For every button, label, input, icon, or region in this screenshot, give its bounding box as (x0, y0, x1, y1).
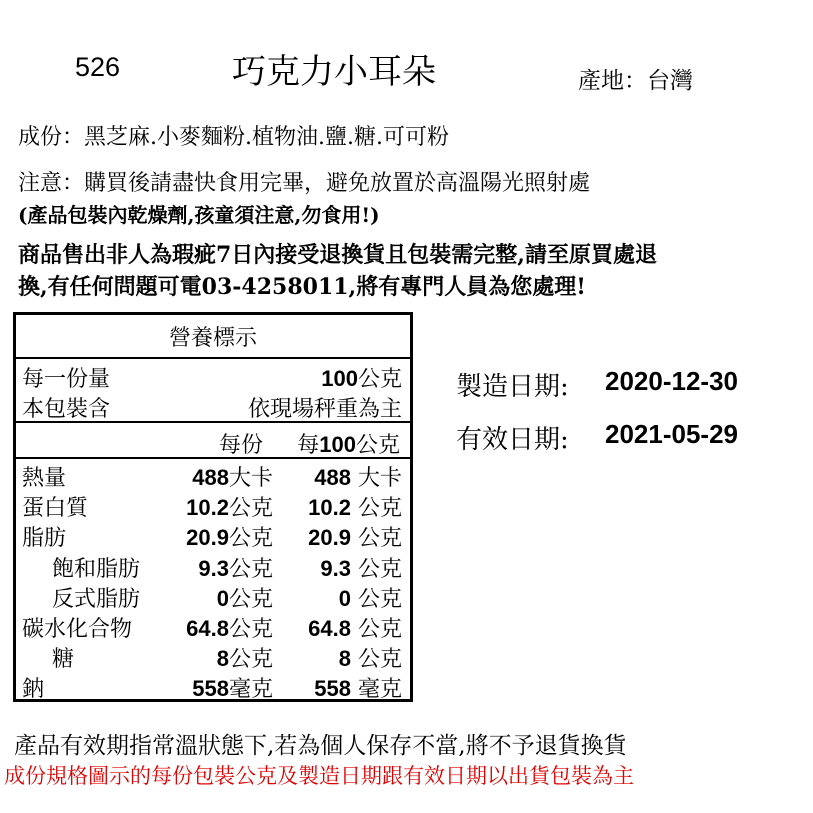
nutrient-per-100g: 9.3 公克 (320, 555, 402, 582)
nutrient-per-100g: 20.9 公克 (308, 525, 402, 552)
product-name: 巧克力小耳朵 (232, 52, 436, 92)
notice-line-2: (產品包裝內乾燥劑,孩童須注意,勿食用!) (18, 203, 380, 227)
nutrient-per-serving: 558毫克 (192, 676, 273, 703)
nutrient-name: 蛋白質 (22, 496, 89, 522)
nutrient-per-100g: 0 公克 (338, 585, 402, 612)
nutrient-per-100g: 8 公克 (338, 646, 402, 673)
nutrient-name: 碳水化合物 (22, 617, 133, 642)
manufacture-date-label: 製造日期: (456, 372, 569, 402)
divider (16, 357, 410, 359)
nutrient-name: 糖 (52, 647, 75, 673)
servings-value: 依現場秤重為主 (247, 397, 402, 422)
nutrient-name: 鈉 (22, 677, 45, 703)
nutrient-per-100g: 558 毫克 (314, 676, 402, 703)
nutrient-per-serving: 20.9公克 (186, 525, 273, 552)
column-header-per-serving: 每份 (218, 433, 263, 458)
ingredients: 成份：黑芝麻.小麥麵粉.植物油.鹽.糖.可可粉 (18, 125, 449, 150)
nutrient-per-100g: 10.2 公克 (308, 495, 402, 522)
expiry-date-label: 有效日期: (456, 425, 569, 455)
nutrition-title: 營養標示 (168, 326, 257, 351)
nutrient-per-serving: 0公克 (216, 585, 273, 612)
manufacture-date-value: 2020-12-30 (605, 366, 738, 396)
serving-size-value: 100公克 (321, 366, 402, 392)
nutrient-per-100g: 64.8 公克 (308, 616, 402, 642)
nutrient-name: 脂肪 (22, 526, 67, 552)
return-policy-line-2: 換,有任何問題可電03-4258011,將有專門人員為您處理! (18, 274, 586, 300)
notice-line-1: 注意：購買後請盡快食用完畢，避免放置於高溫陽光照射處 (18, 171, 591, 196)
nutrient-name: 飽和脂肪 (52, 556, 141, 582)
nutrient-name: 反式脂肪 (52, 586, 141, 612)
servings-label: 本包裝含 (22, 397, 111, 422)
nutrient-per-serving: 64.8公克 (186, 616, 273, 642)
nutrient-name: 熱量 (22, 466, 67, 491)
nutrition-panel (13, 312, 413, 702)
column-header-per-100g: 每100公克 (297, 432, 400, 458)
nutrient-per-serving: 10.2公克 (186, 495, 273, 522)
divider (16, 421, 410, 423)
nutrient-per-serving: 9.3公克 (198, 555, 273, 582)
expiry-date-value: 2021-05-29 (605, 419, 738, 449)
serving-size-label: 每一份量 (22, 367, 111, 392)
divider (16, 457, 410, 459)
nutrient-per-serving: 488大卡 (192, 465, 273, 491)
product-code: 526 (75, 52, 121, 82)
nutrient-per-100g: 488 大卡 (314, 465, 402, 491)
origin: 產地：台灣 (578, 68, 693, 94)
nutrient-per-serving: 8公克 (216, 646, 273, 673)
footer-note: 產品有效期指常溫狀態下,若為個人保存不當,將不予退貨換貨 (14, 733, 627, 759)
return-policy-line-1: 商品售出非人為瑕疵7日內接受退換貨且包裝需完整,請至原買處退 (18, 242, 657, 268)
footer-disclaimer: 成份規格圖示的每份包裝公克及製造日期跟有效日期以出貨包裝為主 (4, 764, 634, 788)
